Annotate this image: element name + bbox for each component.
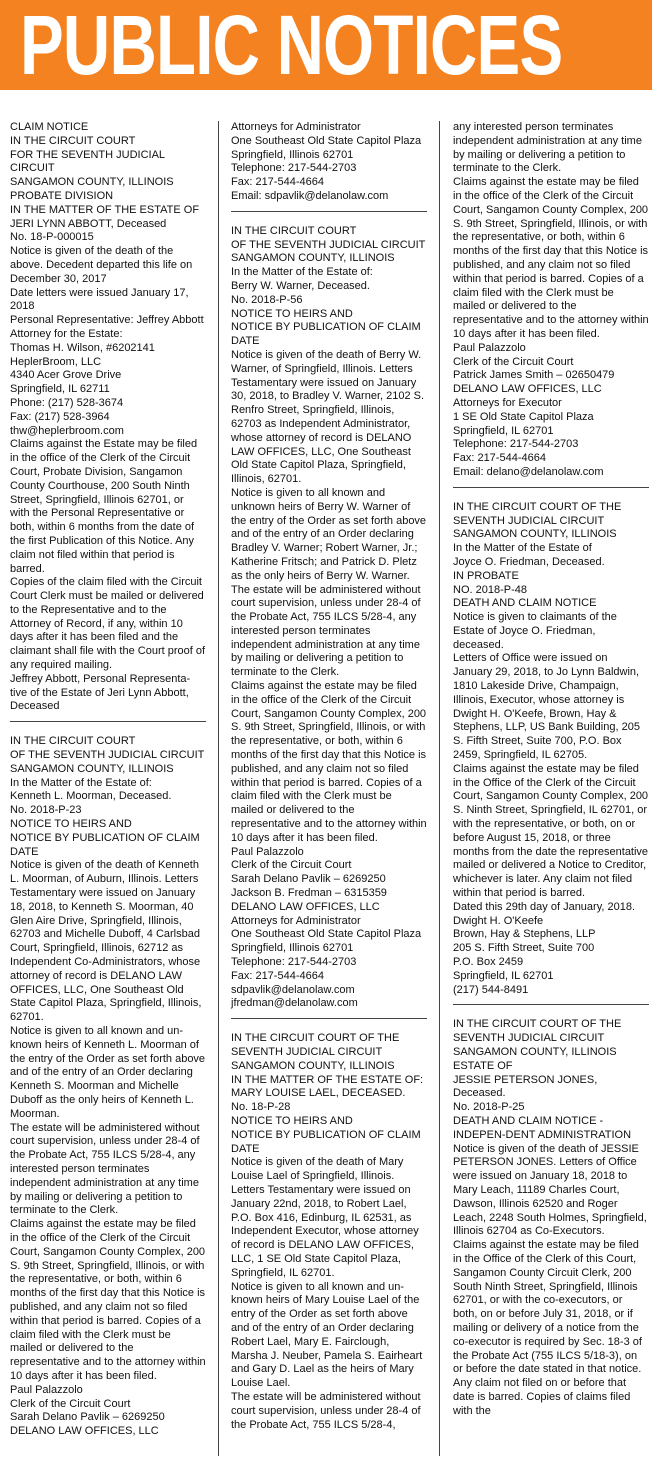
notice-line: Claims against the estate may be filed in the Office of the Clerk of the Circuit Court, Sangamon County Complex, 200 S. Ninth Street, Springfield, IL 62701, or with the representative, or both, on or before August 15, 2018, or three months from the date the representative mailed or delivered a Notice to Creditor, whichever is later. Any claim not filed within that period is barred. [453,762,649,900]
notice-line: Telephone: 217-544-2703 [231,162,357,175]
notice-line: Claims against the estate may be filed in the office of the Clerk of the Circuit Court, Sangamon County Complex, 200 S. 9th Street, Springfield, Illinois, or with the representative, or both, within 6 months of the first day that this Notice is published, and any claim not so filed within that period is barred. Copies of a claim filed with the Clerk must be mailed or delivered to the representative and to the attorney within 10 days after it has been filed. [10,1218,206,1382]
notice-line: Paul Palazzolo [10,1383,83,1396]
notice-line: PROBATE DIVISION [10,189,114,202]
notice-line: Claims against the Estate may be filed in the office of the Clerk of the Circuit Court, Probate Division, Sangamon County Courthouse, 200 South Ninth Street, Springfield, Illinois 62701, or with the Personal Representative or both, within 6 months from the date of the first Publication of this Notice. Any claim not filed within that period is barred. [10,438,198,575]
notice-line: No. 18-P-28 [231,1101,291,1114]
notice-line: Joyce O. Friedman, Deceased. [453,555,605,568]
legal-notice [453,121,649,480]
legal-notice [231,225,427,1011]
notice-line: No. 2018-P-25 [453,1101,525,1114]
notice-line: Paul Palazzolo [231,845,304,858]
notice-line: Notice is given to all known and un-known heirs of Kenneth L. Moorman of the entry of the Order as set forth above and of the entry of an Order declaring Kenneth S. Moorman and Michelle Duboff as the only heirs of Kenneth L. Moorman. [10,1025,206,1120]
notice-line: (217) 544-8491 [453,983,529,996]
notice-line: IN THE MATTER OF THE ESTATE OF: [231,1073,424,1086]
notice-line: In the Matter of the Estate of: [10,776,152,789]
notice-line: SANGAMON COUNTY, ILLINOIS [10,762,174,775]
notice-separator [231,211,427,212]
notice-line: SANGAMON COUNTY, ILLINOIS [453,528,617,541]
column-3 [453,121,649,1419]
notice-line: Sarah Delano Pavlik – 6269250 [231,873,386,886]
notice-line: No. 2018-P-56 [231,293,303,306]
notice-line: Attorneys for Administrator [231,914,361,927]
notice-line: Attorneys for Administrator [231,121,361,133]
notice-line: Attorney for the Estate: [10,327,123,340]
column-2 [231,121,427,1432]
notice-line: Paul Palazzolo [453,341,526,354]
legal-notice [453,501,649,998]
notice-line: IN THE CIRCUIT COURT OF THE SEVENTH JUDICIAL CIRCUIT SANGAMON COUNTY, ILLINOIS [453,1018,622,1058]
notice-line: Springfield, IL 62701 [453,969,554,982]
notice-line: Claims against the estate may be filed in the Office of the Clerk of this Court, Sangamon County Circuit Clerk, 200 South Ninth Street, Springfield, Illinois 62701, or with the co-executors, or both, on or before July 31, 2018, or if mailing or delivery of a notice from the co-executor is required by Sec. 18-3 of the Probate Act (755 ILCS 5/18-3), on or before the date stated in that notice. Any claim not filed on or before that date is barred. Copies of claims filed with the [453,1239,642,1417]
notice-line: IN THE CIRCUIT COURT OF THE SEVENTH JUDICIAL CIRCUIT [453,500,622,527]
legal-notice [453,1018,649,1418]
notice-line: Telephone: 217-544-2703 [453,438,579,451]
notice-line: DELANO LAW OFFICES, LLC [231,900,380,913]
notice-separator [453,487,649,488]
notice-line: any interested person terminates independent administration at any time by mailing or delivering a petition to terminate to the Clerk. [453,121,642,175]
notice-line: The estate will be administered without court supervision, unless under 28-4 of the Probate Act, 755 ILCS 5/28-4, any interested person terminates independent administration at any time by mailing or delivering a petition to terminate to the Clerk. [231,583,421,679]
notice-line: Fax: 217-544-4664 [453,452,546,465]
notice-line: Phone: (217) 528-3674 [10,396,124,409]
notice-line: thw@heplerbroom.com [10,424,124,437]
notice-line: Dated this 29th day of January, 2018. [453,900,636,913]
notice-line: Notice is given to all known and un-known heirs of Mary Louise Lael of the entry of the Order as set forth above and of the entry of an Order declaring Robert Lael, Mary E. Fairclough, Marsha J. Neuber, Pamela S. Eairheart and Gary D. Lael as the heirs of Mary Louise Lael. [231,1280,423,1390]
notice-line: Letters Testamentary were issued on January 22nd, 2018, to Robert Lael, P.O. Box 416, Edinburg, IL 62531, as Independent Executor, whose attorney of record is DELANO LAW OFFICES, LLC, 1 SE Old State Capitol Plaza, Springfield, IL 62701. [231,1183,419,1279]
notice-line: No. 18-P-000015 [10,231,94,244]
notice-line: Email: sdpavlik@delanolaw.com [231,189,389,202]
notice-line: Letters of Office were issued on January 29, 2018, to Jo Lynn Baldwin, 1810 Lakeside Drive, Champaign, Illinois, Executor, whose attorney is Dwight H. O'Keefe, Brown, Hay & Stephens, LLP, US Bank Building, 205 S. Fifth Street, Suite 700, P.O. Box 2459, Springfield, IL 62705. [453,652,640,762]
notice-line: The estate will be administered without court supervision, unless under 28-4 of the Probate Act, 755 ILCS 5/28-4, any interested person terminates independent administration at any time by mailing or delivering a petition to terminate to the Clerk. [10,1121,200,1217]
notice-line: NOTICE BY PUBLICATION OF CLAIM DATE [10,831,200,858]
notice-line: Email: delano@delanolaw.com [453,465,604,478]
header-banner [0,0,652,90]
notice-line: ESTATE OF [453,1059,513,1072]
notice-line: The estate will be administered without court supervision, unless under 28-4 of the Probate Act, 755 ILCS 5/28-4, [231,1390,421,1431]
notice-line: Dwight H. O'Keefe [453,914,544,927]
notice-line: IN THE CIRCUIT COURT [10,134,136,147]
notice-line: MARY LOUISE LAEL, DECEASED. [231,1087,406,1100]
column-divider [218,121,219,1456]
notice-line: Springfield, IL 62711 [10,383,110,396]
notice-line: Thomas H. Wilson, #6202141 [10,341,155,354]
notice-line: SANGAMON COUNTY, ILLINOIS [231,1059,395,1072]
notice-separator [453,1004,649,1005]
notice-line: Jeffrey Abbott, Personal Representa-tive of the Estate of Jeri Lynn Abbott, Deceased [10,672,191,713]
notice-line: Notice is given of the death of Berry W. Warner, of Springfield, Illinois. Letters Testamentary were issued on January 30, 2018, to Bradley V. Warner, 2102 S. Renfro Street, Springfield, Illinois, 62703 as Independent Administrator, whose attorney of record is DELANO LAW OFFICES, LLC, One Southeast Old State Capitol Plaza, Springfield, Illinois, 62701. [231,348,425,486]
legal-notice [10,735,206,1439]
notice-line: Notice is given of the death of JESSIE PETERSON JONES. Letters of Office were issued on January 18, 2018 to Mary Leach, 11189 Charles Court, Dawson, Illinois 62520 and Roger Leach, 2248 South Holmes, Springfield, Illinois 62704 as Co-Executors. [453,1142,647,1238]
notice-line: DELANO LAW OFFICES, LLC [10,1425,159,1438]
notice-line: 205 S. Fifth Street, Suite 700 [453,942,595,955]
notice-line: Patrick James Smith – 02650479 [453,369,615,382]
notice-line: Copies of the claim filed with the Circuit Court Clerk must be mailed or delivered to the Representative and to the Attorney of Record, if any, within 10 days after it has been filed and the claimant shall file with the Court proof of any required mailing. [10,576,206,672]
notice-line: No. 2018-P-23 [10,804,82,817]
legal-notice [231,121,427,204]
notice-line: One Southeast Old State Capitol Plaza [231,134,422,147]
notice-line: NOTICE TO HEIRS AND [10,818,132,831]
notice-line: Clerk of the Circuit Court [231,859,352,872]
notice-line: In the Matter of the Estate of [453,542,592,555]
notice-line: jfredman@delanolaw.com [231,997,358,1010]
notice-line: CLAIM NOTICE [10,121,89,133]
column-divider [439,121,440,1456]
notice-line: IN THE CIRCUIT COURT OF THE SEVENTH JUDICIAL CIRCUIT [231,1032,400,1058]
notice-line: Springfield, Illinois 62701 [231,148,354,161]
notice-line: DEATH AND CLAIM NOTICE [453,597,597,610]
notice-line: DEATH AND CLAIM NOTICE - INDEPEN-DENT ADMINISTRATION [453,1114,632,1141]
notice-line: 1 SE Old State Capitol Plaza [453,410,594,423]
notice-line: P.O. Box 2459 [453,956,524,969]
notice-line: Kenneth L. Moorman, Deceased. [10,790,172,803]
notice-line: OF THE SEVENTH JUDICIAL CIRCUIT [10,749,205,762]
notice-line: IN PROBATE [453,569,519,582]
notice-line: Notice is given of the death of Kenneth L. Moorman, of Auburn, Illinois. Letters Testamentary were issued on January 18, 2018, to Kenneth S. Moorman, 40 Glen Aire Drive, Springfield, Illinois, 62703 and Michelle Duboff, 4 Carlsbad Court, Springfield, Illinois, 62712 as Independent Co-Administrators, whose attorney of record is DELANO LAW OFFICES, LLC, One Southeast Old State Capitol Plaza, Springfield, Illinois, 62701. [10,859,202,1024]
notice-line: sdpavlik@delanolaw.com [231,983,355,996]
notice-line: Telephone: 217-544-2703 [231,956,357,969]
notice-line: Springfield, IL 62701 [453,424,554,437]
notice-line: DELANO LAW OFFICES, LLC [453,383,602,396]
notice-line: Clerk of the Circuit Court [10,1397,131,1410]
column-1 [10,121,206,1439]
notice-line: Notice is given of the death of Mary Louise Lael of Springfield, Illinois. [231,1156,404,1183]
notice-line: SANGAMON COUNTY, ILLINOIS [10,176,174,189]
notice-line: Brown, Hay & Stephens, LLP [453,928,596,941]
notice-line: Berry W. Warner, Deceased. [231,279,370,292]
notice-line: HeplerBroom, LLC [10,355,102,368]
notice-line: Personal Representative: Jeffrey Abbott [10,314,204,327]
notice-line: In the Matter of the Estate of: [231,266,373,279]
notice-line: Clerk of the Circuit Court [453,355,574,368]
notice-line: Notice is given to claimants of the Estate of Joyce O. Friedman, deceased. [453,611,617,651]
notice-line: NO. 2018-P-48 [453,583,527,596]
notice-line: IN THE CIRCUIT COURT [231,224,357,237]
legal-notice [231,1032,427,1432]
notice-separator [231,1018,427,1019]
notice-line: Attorneys for Executor [453,396,562,409]
notice-line: Notice is given of the death of the above. Decedent departed this life on December 30, 2017 [10,245,193,285]
legal-notice [10,121,206,714]
notice-line: Fax: 217-544-4664 [231,969,324,982]
notice-line: Jackson B. Fredman – 6315359 [231,887,387,900]
notice-line: JESSIE PETERSON JONES, Deceased. [453,1073,598,1100]
notice-line: FOR THE SEVENTH JUDICIAL CIRCUIT [10,148,165,175]
notice-line: Date letters were issued January 17, 2018 [10,286,189,313]
notice-line: NOTICE TO HEIRS AND [231,307,353,320]
notice-separator [10,721,206,722]
notice-line: Sarah Delano Pavlik – 6269250 [10,1411,165,1424]
notice-line: NOTICE BY PUBLICATION OF CLAIM DATE [231,1128,421,1155]
notice-line: One Southeast Old State Capitol Plaza [231,928,422,941]
notice-line: NOTICE BY PUBLICATION OF CLAIM DATE [231,321,421,348]
notice-line: NOTICE TO HEIRS AND [231,1114,353,1127]
notice-line: SANGAMON COUNTY, ILLINOIS [231,252,395,265]
notice-line: Claims against the estate may be filed in the office of the Clerk of the Circuit Court, Sangamon County Complex, 200 S. 9th Street, Springfield, Illinois, or with the representative, or both, within 6 months of the first day that this Notice is published, and any claim not so filed within that period is barred. Copies of a claim filed with the Clerk must be mailed or delivered to the representative and to the attorney within 10 days after it has been filed. [453,176,649,340]
notice-line: 4340 Acer Grove Drive [10,369,122,382]
page-title: PUBLIC NOTICES [20,0,563,90]
notice-line: Notice is given to all known and unknown heirs of Berry W. Warner of the entry of the Order as set forth above and of the entry of an Order declaring Bradley V. Warner; Robert Warner, Jr.; Katherine Fritsch; and Patrick D. Pletz as the only heirs of Berry W. Warner. [231,486,427,582]
notice-line: IN THE MATTER OF THE ESTATE OF JERI LYNN ABBOTT, Deceased [10,203,200,230]
notice-line: Fax: 217-544-4664 [231,176,324,189]
notice-line: IN THE CIRCUIT COURT [10,735,136,748]
notice-line: OF THE SEVENTH JUDICIAL CIRCUIT [231,238,426,251]
notice-line: Fax: (217) 528-3964 [10,410,110,423]
notice-line: Springfield, Illinois 62701 [231,942,354,955]
notice-line: Claims against the estate may be filed in the office of the Clerk of the Circuit Court, Sangamon County Complex, 200 S. 9th Street, Springfield, Illinois, or with the representative, or both, within 6 months of the first day that this Notice is published, and any claim not so filed within that period is barred. Copies of a claim filed with the Clerk must be mailed or delivered to the representative and to the attorney within 10 days after it has been filed. [231,680,427,844]
